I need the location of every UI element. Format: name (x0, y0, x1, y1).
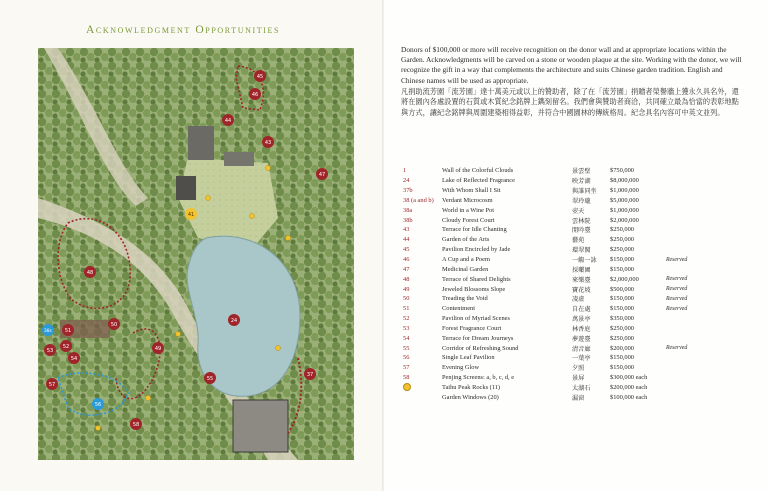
row-chinese-name: 夕照 (572, 365, 585, 373)
row-chinese-name: 映芳湖 (572, 178, 591, 186)
row-amount: $250,000 (610, 246, 634, 254)
map-marker[interactable] (46, 378, 58, 390)
page-heading: Acknowledgment Opportunities (86, 24, 281, 36)
row-chinese-name: 一觴一詠 (572, 257, 597, 265)
svg-text:47: 47 (318, 172, 326, 178)
row-name: Taihu Peak Rocks (11) (442, 383, 501, 391)
table-row (403, 205, 743, 215)
row-number: 52 (403, 315, 410, 323)
row-number: 1 (403, 167, 407, 175)
row-number: 57 (403, 364, 410, 372)
building-south (233, 400, 288, 452)
row-number (403, 383, 442, 393)
row-chinese-name: 夢遊臺 (572, 335, 591, 343)
row-chinese-name: 雲林院 (572, 217, 591, 225)
svg-text:55: 55 (206, 376, 214, 382)
map-marker[interactable] (130, 418, 142, 430)
row-amount: $250,000 (610, 324, 634, 332)
row-amount: $750,000 (610, 167, 634, 175)
svg-text:57: 57 (48, 382, 56, 388)
map-marker[interactable] (316, 168, 328, 180)
row-status (666, 264, 743, 274)
row-amount: $8,000,000 (610, 177, 639, 185)
row-name: Verdant Microcosm (442, 196, 493, 204)
row-name: Treading the Void (442, 295, 488, 303)
svg-text:45: 45 (256, 74, 264, 80)
row-chinese-name: 漏窗 (572, 394, 585, 402)
row-amount: $250,000 (610, 236, 634, 244)
row-name: Pavilion Encircled by Jade (442, 246, 511, 254)
map-marker[interactable] (42, 324, 54, 336)
row-amount: $150,000 (610, 265, 634, 273)
map-marker[interactable] (262, 136, 274, 148)
row-name: Single Leaf Pavilion (442, 354, 495, 362)
row-number: 44 (403, 236, 410, 244)
row-chinese-name: 閒吟臺 (572, 227, 591, 235)
row-status (666, 373, 743, 383)
table-row (403, 324, 743, 334)
table-row (403, 274, 743, 284)
row-chinese-name: 一葉亭 (572, 355, 591, 363)
row-amount: $500,000 (610, 285, 634, 293)
table-row (403, 333, 743, 343)
row-status (666, 196, 743, 206)
taihu-rock-dot-icon (403, 383, 411, 391)
svg-text:24: 24 (230, 318, 238, 324)
row-chinese-name: 萬景亭 (572, 316, 591, 324)
table-row (403, 245, 743, 255)
row-number: 48 (403, 275, 410, 283)
table-row (403, 196, 743, 206)
table-row (403, 343, 743, 353)
row-name: Terrace for Idle Chanting (442, 226, 507, 234)
table-row (403, 264, 743, 274)
row-name: Garden of the Arts (442, 236, 490, 244)
table-row (403, 186, 743, 196)
row-number: 43 (403, 226, 410, 234)
table-row (403, 176, 743, 186)
row-amount: $200,000 each (610, 383, 648, 391)
map-marker[interactable] (228, 314, 240, 326)
svg-text:56: 56 (94, 402, 102, 408)
row-chinese-name: 太湖石 (572, 384, 591, 392)
row-name: Contentment (442, 305, 476, 313)
row-amount: $1,000,000 (610, 187, 639, 195)
table-row (403, 166, 743, 176)
row-name: World in a Wine Pot (442, 206, 495, 214)
row-number: 38a (403, 206, 413, 214)
svg-text:43: 43 (264, 140, 272, 146)
row-amount: $250,000 (610, 226, 634, 234)
svg-text:48: 48 (86, 270, 94, 276)
row-chinese-name: 採藥圃 (572, 266, 591, 274)
table-row (403, 363, 743, 373)
table-row (403, 392, 743, 402)
row-status: Reserved (666, 286, 688, 293)
row-status (666, 392, 743, 402)
map-marker[interactable] (249, 88, 261, 100)
row-amount: $100,000 each (610, 393, 648, 401)
svg-text:58: 58 (132, 422, 140, 428)
row-chinese-name: 景屏 (572, 375, 585, 383)
row-amount: $200,000 (610, 344, 634, 352)
building-west (176, 176, 196, 200)
row-number: 58 (403, 374, 410, 382)
table-row (403, 373, 743, 383)
row-status (666, 353, 743, 363)
row-status (666, 176, 743, 186)
building-pavilion (224, 152, 254, 166)
row-status: Reserved (666, 295, 688, 302)
intro-chinese: 凡捐助流芳園「流芳園」達十萬美元或以上的贊助者，除了在「流芳園」捐贈者榮譽牆上獲永久具名外，還將在園內各處設置的石質或木質紀念銘牌上鐫刻留名。我們會與贊助者商洽，共同確立最為恰當的表彰地點與方式，讓紀念銘牌與周圍建築相得益彰，并符合中國園林的傳統格局。紀念具名內容可中英文並列。 (401, 86, 739, 117)
row-name: Evening Glow (442, 364, 480, 372)
row-chinese-name: 翠玲瓏 (572, 197, 591, 205)
row-amount: $250,000 (610, 334, 634, 342)
row-number: 47 (403, 265, 410, 273)
row-amount: $150,000 (610, 354, 634, 362)
row-status (666, 363, 743, 373)
table-row (403, 314, 743, 324)
row-status: Reserved (666, 276, 688, 283)
row-amount: $150,000 (610, 305, 634, 313)
row-number: 50 (403, 295, 410, 303)
row-amount: $350,000 (610, 315, 634, 323)
row-number: 49 (403, 285, 410, 293)
row-amount: $150,000 (610, 364, 634, 372)
map-marker[interactable] (254, 70, 266, 82)
row-name: Terrace for Dream Journeys (442, 334, 514, 342)
svg-text:54: 54 (70, 356, 78, 362)
intro-text (401, 45, 743, 120)
row-status (666, 383, 743, 393)
opportunities-table (403, 166, 743, 402)
row-name: Corridor of Refreshing Sound (442, 344, 519, 352)
map-marker[interactable] (44, 344, 56, 356)
row-chinese-name: 凌虛 (572, 296, 585, 304)
map-marker[interactable] (84, 266, 96, 278)
row-name: A Cup and a Poem (442, 256, 490, 264)
row-name: Lake of Reflected Fragrance (442, 177, 515, 185)
row-amount: $150,000 (610, 256, 634, 264)
row-number: 24 (403, 177, 410, 185)
row-status: Reserved (666, 256, 688, 263)
row-status (666, 333, 743, 343)
row-chinese-name: 來樂臺 (572, 276, 591, 284)
row-number: 55 (403, 344, 410, 352)
svg-text:44: 44 (224, 118, 232, 124)
table-row (403, 215, 743, 225)
row-status: Reserved (666, 345, 688, 352)
row-chinese-name: 壺天 (572, 207, 585, 215)
row-status (666, 186, 743, 196)
map-marker[interactable] (152, 342, 164, 354)
svg-text:37: 37 (306, 372, 314, 378)
row-name: Wall of the Colorful Clouds (442, 167, 514, 175)
row-number: 45 (403, 246, 410, 254)
row-number (403, 392, 442, 402)
row-chinese-name: 景雲壁 (572, 168, 591, 176)
svg-text:52: 52 (62, 344, 70, 350)
row-chinese-name: 藝苑 (572, 237, 585, 245)
row-status (666, 215, 743, 225)
row-chinese-name: 自在處 (572, 306, 591, 314)
row-number: 56 (403, 354, 410, 362)
row-chinese-name: 清音廊 (572, 345, 591, 353)
row-chinese-name: 寶花坡 (572, 286, 591, 294)
table-row (403, 235, 743, 245)
map-marker[interactable] (60, 340, 72, 352)
svg-text:49: 49 (154, 346, 162, 352)
svg-text:46: 46 (251, 92, 259, 98)
row-name: Penjing Screens: a, b, c, d, e (442, 374, 515, 382)
map-marker[interactable] (222, 114, 234, 126)
table-row (403, 284, 743, 294)
row-status (666, 314, 743, 324)
row-name: Terrace of Shared Delights (442, 275, 511, 283)
row-number: 53 (403, 324, 410, 332)
row-name: Garden Windows (20) (442, 393, 499, 401)
svg-text:51: 51 (64, 328, 72, 334)
row-number: 51 (403, 305, 410, 313)
building-north (188, 126, 214, 160)
row-number: 54 (403, 334, 410, 342)
row-chinese-name: 林香庭 (572, 325, 591, 333)
row-amount: $2,000,000 (610, 216, 639, 224)
row-amount: $1,000,000 (610, 206, 639, 214)
row-amount: $150,000 (610, 295, 634, 303)
map-marker[interactable] (185, 208, 197, 220)
svg-text:38c: 38c (43, 329, 53, 334)
row-amount: $2,000,000 (610, 275, 639, 283)
row-name: Forest Fragrance Court (442, 324, 502, 332)
row-name: Cloudy Forest Court (442, 216, 495, 224)
row-status (666, 245, 743, 255)
svg-text:50: 50 (110, 322, 118, 328)
table-row (403, 353, 743, 363)
row-number: 46 (403, 256, 410, 264)
row-number: 38 (a and b) (403, 196, 434, 204)
svg-text:53: 53 (46, 348, 54, 354)
row-amount: $5,000,000 (610, 196, 639, 204)
row-chinese-name: 環翠閣 (572, 247, 591, 255)
table-row (403, 383, 743, 393)
row-amount: $300,000 each (610, 374, 648, 382)
map-marker[interactable] (204, 372, 216, 384)
row-status (666, 324, 743, 334)
row-name: Jeweled Blossoms Slope (442, 285, 506, 293)
table-row (403, 255, 743, 265)
row-status (666, 235, 743, 245)
row-status (666, 205, 743, 215)
intro-english: Donors of $100,000 or more will receive recognition on the donor wall and at appropriate locations within the Garden. Acknowledgments will be carved on a stone or wooden plaque at the site. Working with the donor, we will recognize the gift in a way that complements the architecture and suits Chinese garden tradition. English and Chinese names will be used as appropriate. (401, 45, 742, 85)
map-marker[interactable] (68, 352, 80, 364)
map-marker[interactable] (62, 324, 74, 336)
row-status (666, 166, 743, 176)
row-status: Reserved (666, 305, 688, 312)
row-name: With Whom Shall I Sit (442, 187, 501, 195)
row-number: 38b (403, 216, 413, 224)
row-name: Medicinal Garden (442, 265, 489, 273)
table-row (403, 225, 743, 235)
map-marker[interactable] (108, 318, 120, 330)
row-number: 37b (403, 187, 413, 195)
row-name: Pavilion of Myriad Scenes (442, 315, 510, 323)
row-status (666, 225, 743, 235)
garden-map (38, 48, 354, 460)
svg-text:41: 41 (187, 212, 195, 218)
row-chinese-name: 與誰同坐 (572, 188, 597, 196)
table-row (403, 304, 743, 314)
map-marker[interactable] (92, 398, 104, 410)
table-row (403, 294, 743, 304)
map-marker[interactable] (304, 368, 316, 380)
